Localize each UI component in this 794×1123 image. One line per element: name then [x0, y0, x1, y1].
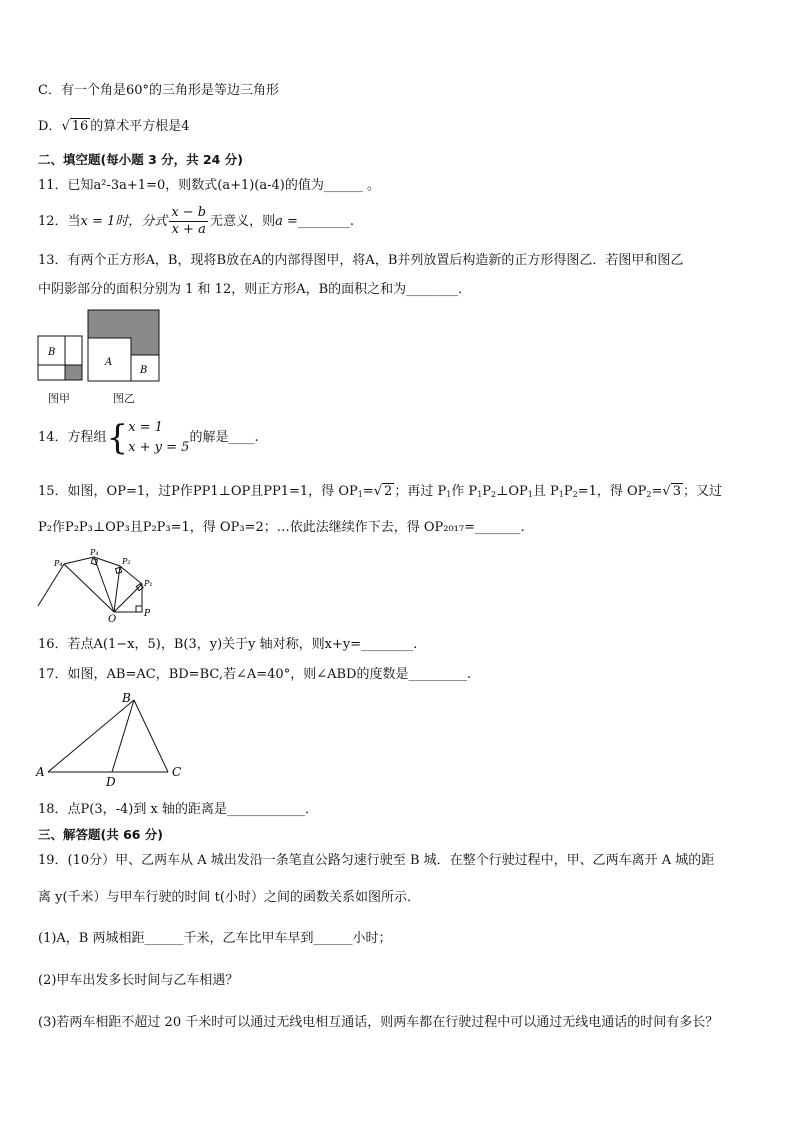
fig-jia-caption: 图甲 [48, 392, 70, 405]
q18-text: 18．点P(3，-4)到 x 轴的距离是____________． [38, 802, 318, 817]
q15-sqrt2: 2 [384, 484, 393, 499]
q15-sub2c: 2 [646, 490, 652, 499]
sqrt-symbol: √ 2 [373, 484, 393, 499]
q16-text: 16．若点A(1−x，5)，B(3，y)关于y 轴对称，则x+y=________. [38, 637, 418, 652]
q15-l1f: P [482, 484, 492, 499]
q12-denominator: x + a [171, 222, 206, 237]
q15-l1e: 作 P [451, 484, 478, 499]
q15-sub2b: 2 [572, 490, 578, 499]
fig17-label-a: A [36, 765, 45, 779]
q15-l1i: P [563, 484, 573, 499]
q15-l1a: 15．如图，OP=1，过P作PP1⊥OP且PP1=1，得 OP [38, 484, 358, 499]
q12-end: ________. [297, 214, 355, 229]
section2-title: 二、填空题(每小题 3 分，共 24 分) [38, 152, 243, 167]
segment-tail [38, 564, 64, 606]
segment-op4 [64, 564, 114, 612]
fig15-label-p1: P₁ [144, 579, 153, 588]
q12-suffix: 无意义，则 [210, 214, 276, 229]
q15-sub1b: 1 [477, 490, 483, 499]
q19-part1: (1)A，B 两城相距______千米，乙车比甲车早到______小时； [38, 931, 392, 946]
q12-numerator: x − b [171, 205, 207, 220]
sqrt-symbol: √ 3 [662, 484, 681, 499]
right-angle-mark [91, 559, 97, 565]
q12-fraction [169, 205, 208, 238]
fig15-label-o: O [108, 614, 117, 624]
q19-part3: (3)若两车相距不超过 20 千米时可以通过无线电相互通话，则两车都在行驶过程中可以通过无线电通话的时间有多长？ [38, 1015, 719, 1030]
q19-line2: 离 y(千米）与甲车行驶的时间 t(小时）之间的函数关系如图所示． [38, 890, 420, 905]
fig-yi-label-a: A [105, 357, 113, 368]
q10-d-prefix: D． [38, 119, 62, 134]
q15-l1j: =1，得 OP [577, 484, 647, 499]
q15-sub2a: 2 [491, 490, 497, 499]
segment-p2p3 [94, 557, 120, 566]
fig17-label-d: D [106, 775, 116, 789]
segment-op3 [94, 557, 114, 612]
q19-part2: (2)甲车出发多长时间与乙车相遇？ [38, 973, 239, 988]
q19-line1: 19．(10分）甲、乙两车从 A 城出发沿一条笔直公路匀速行驶至 B 城．在整个行驶过程中，甲、乙两车离开 A 城的距 [38, 853, 715, 868]
q11-text: 11．已知a²-3a+1=0，则数式(a+1)(a-4)的值为______ 。 [38, 178, 380, 193]
q15-l1d: ；再过 P [394, 484, 447, 499]
q10-option-d [38, 118, 190, 136]
q12-ask: a = [275, 214, 298, 229]
segment-bc [134, 700, 168, 772]
q14-prefix: 14．方程组 [38, 430, 107, 445]
q10-option-c: C．有一个角是60°的三角形是等边三角形 [38, 83, 279, 98]
q14-eq2: x + y = 5 [128, 439, 190, 455]
segment-bd [112, 700, 134, 772]
q14-text [38, 414, 259, 462]
fig15-label-p2: P₂ [122, 557, 131, 566]
q15-figure [34, 546, 164, 624]
segment-ab [48, 700, 134, 772]
brace-symbol: { [106, 417, 129, 458]
q15-sqrt3: 3 [672, 484, 681, 499]
q15-line1 [38, 483, 722, 504]
sqrt-symbol: √ 16 [61, 119, 89, 134]
q15-l1b: 1 [357, 490, 363, 499]
q12-cond: x = 1时，分式 [80, 214, 168, 229]
q10-d-radicand: 16 [71, 119, 89, 134]
fig15-label-p4: P₄ [54, 559, 63, 568]
q10-d-suffix: 的算术平方根是4 [90, 119, 190, 134]
fig17-label-c: C [172, 765, 182, 779]
fig-jia-shaded [65, 365, 82, 380]
q14-suffix: 的解是____. [189, 430, 259, 445]
q12-text [38, 203, 354, 241]
segment-p3p4 [64, 557, 94, 564]
fig-yi-label-b: B [140, 365, 148, 376]
fig15-label-p3: P₄ [90, 548, 99, 557]
q14-system [128, 418, 189, 458]
q15-l1g: ⊥OP [496, 484, 528, 499]
q15-sub1c: 1 [527, 490, 533, 499]
q14-eq1: x = 1 [128, 419, 163, 435]
q15-l1l: ；又过 [682, 484, 722, 499]
q13-line2: 中阴影部分的面积分别为 1 和 12，则正方形A，B的面积之和为________． [38, 282, 472, 297]
fig17-label-b: B [122, 691, 131, 705]
q13-line1: 13．有两个正方形A，B，现将B放在A的内部得图甲，将A，B并列放置后构造新的正方形得图乙．若图甲和图乙 [38, 253, 684, 268]
right-angle-mark [116, 567, 122, 573]
segment-p1p2 [120, 566, 142, 584]
q15-l1k: = [651, 484, 663, 499]
fig15-label-p: P [144, 609, 151, 619]
q15-l1h: 且 P [532, 484, 559, 499]
section3-title: 三、解答题(共 66 分) [38, 827, 164, 842]
fig-jia-label-b: B [48, 347, 56, 358]
q15-sub1d: 1 [558, 490, 564, 499]
q12-prefix: 12．当 [38, 214, 81, 229]
q17-figure [34, 688, 194, 790]
q15-line2: P₂作P₂P₃⊥OP₃且P₂P₃=1，得 OP₃=2；…依此法继续作下去，得 OP₂₀₁₇=_______. [38, 520, 525, 535]
q17-text: 17．如图，AB=AC，BD=BC,若∠A=40°，则∠ABD的度数是_________. [38, 667, 472, 682]
fig-yi-caption: 图乙 [113, 392, 135, 405]
right-angle-mark [136, 606, 142, 612]
q15-l1c: = [362, 484, 374, 499]
q15-sub1a: 1 [446, 490, 452, 499]
